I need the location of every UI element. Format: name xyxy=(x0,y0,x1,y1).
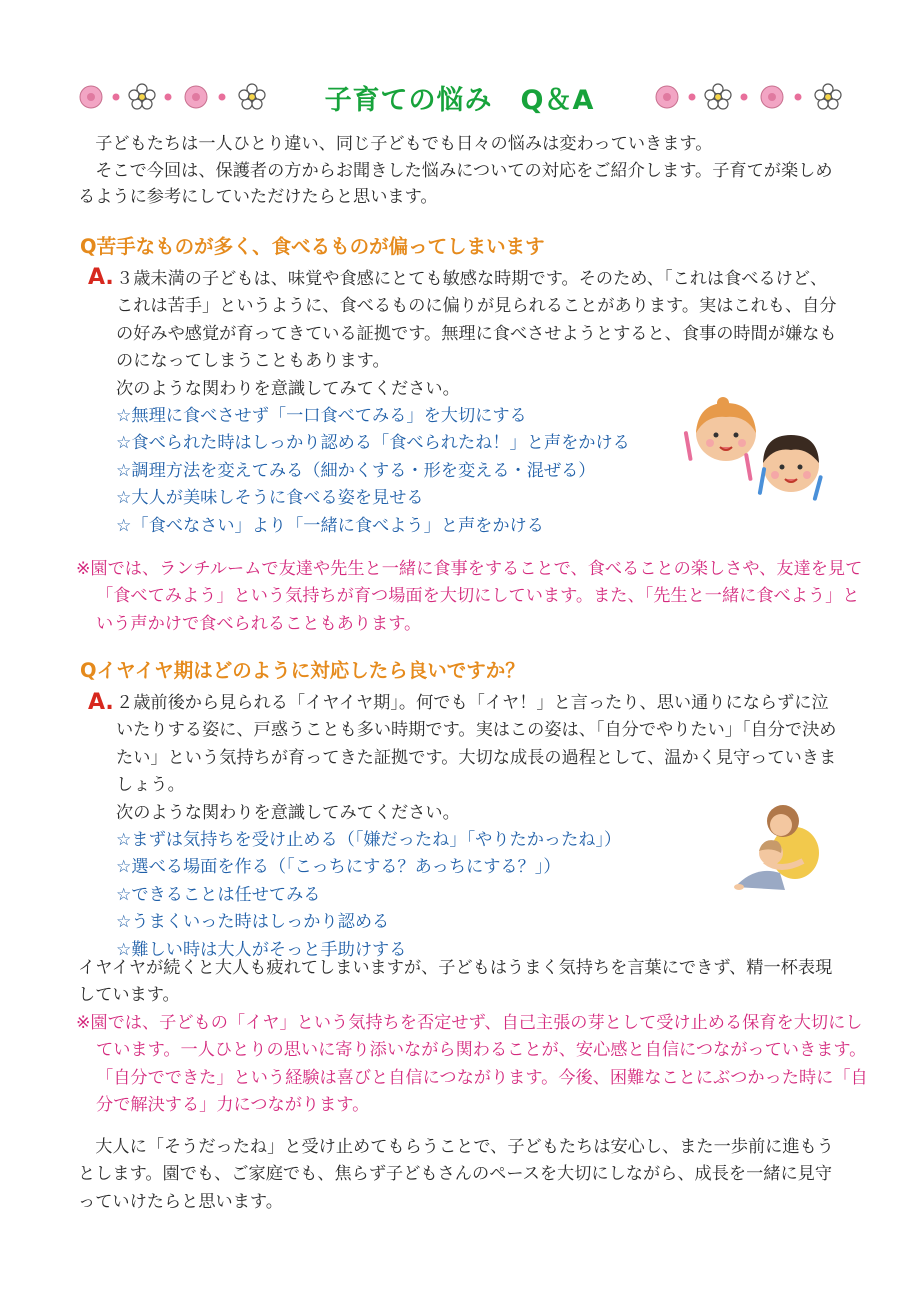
answer-1-mark: A. xyxy=(88,265,114,290)
page-title: 子育ての悩み Q＆A xyxy=(324,85,595,116)
question-1: Q苦手なものが多く、食べるものが偏ってしまいます xyxy=(80,235,545,258)
mother-hugging-child-illustration-icon xyxy=(725,795,825,895)
answer-2-lead: 次のような関わりを意識してみてください。 xyxy=(116,802,460,823)
answer-2-mark: A. xyxy=(88,690,114,715)
answer-1-text: ３歳未満の子どもは、味覚や食感にとても敏感な時期です。そのため、「これは食べるけど、これは苦手」というように、食べるものに偏りが見られることがあります。実はこれも、自分の好みや感覚が育ってきている証拠です。無理に食べさせようとすると、食事の時間が嫌なものになってしまうこともあります。 xyxy=(116,269,837,372)
note-2: ※園では、子どもの「イヤ」という気持ちを否定せず、自己主張の芽として受け止める保育を大切にしています。一人ひとりの思いに寄り添いながら関わることが、安心感と自信につながっていきます。「自分でできた」という経験は喜びと自信につながります。今後、困難なことにぶつかった時に「自分で解決する」力につながります。 xyxy=(76,1013,868,1116)
tip-item: ☆無理に食べさせず「一口食べてみる」を大切にする xyxy=(116,406,527,427)
tip-item: ☆難しい時は大人がそっと手助けする xyxy=(116,939,407,960)
flower-border-right-icon xyxy=(652,80,852,114)
closing-text: 大人に「そうだったね」と受け止めてもらうことで、子どもたちは安心し、また一歩前に進もうとします。園でも、ご家庭でも、焦らず子どもさんのペースを大切にしながら、成長を一緒に見守っていけたらと思います。 xyxy=(78,1137,834,1212)
tip-item: ☆できることは任せてみる xyxy=(116,884,321,905)
tip-item: ☆食べられた時はしっかり認める「食べられたね！」と声をかける xyxy=(116,433,630,454)
note-1: ※園では、ランチルームで友達や先生と一緒に食事をすることで、食べることの楽しさや、友達を見て「食べてみよう」という気持ちが育つ場面を大切にしています。また、「先生と一緒に食べよう」という声かけで食べられることもあります。 xyxy=(76,559,863,634)
intro-line-1: 子どもたちは一人ひとり違い、同じ子どもでも日々の悩みは変わっていきます。 xyxy=(95,134,713,154)
tip-item: ☆選べる場面を作る（「こっちにする？あっちにする？」） xyxy=(116,857,561,878)
kids-eating-illustration-icon xyxy=(676,395,836,505)
answer-1-lead: 次のような関わりを意識してみてください。 xyxy=(116,378,460,399)
tip-item: ☆「食べなさい」より「一緒に食べよう」と声をかける xyxy=(116,515,544,536)
tip-item: ☆調理方法を変えてみる（細かくする・形を変える・混ぜる） xyxy=(116,460,596,481)
tip-item: ☆大人が美味しそうに食べる姿を見せる xyxy=(116,488,424,509)
intro-line-2: そこで今回は、保護者の方からお聞きした悩みについての対応をご紹介します。子育てが楽しめるように参考にしていただけたらと思います。 xyxy=(78,160,833,207)
intro xyxy=(78,131,848,211)
body-text-2: イヤイヤが続くと大人も疲れてしまいますが、子どもはうまく気持ちを言葉にできず、精一杯表現しています。 xyxy=(78,958,833,1006)
question-2: Qイヤイヤ期はどのように対応したら良いですか？ xyxy=(80,659,525,682)
tip-item: ☆うまくいった時はしっかり認める xyxy=(116,912,390,933)
tip-item: ☆まずは気持ちを受け止める（「嫌だったね」「やりたかったね」） xyxy=(116,830,622,851)
answer-2-text: ２歳前後から見られる「イヤイヤ期」。何でも「イヤ！」と言ったり、思い通りにならずに泣いたりする姿に、戸惑うことも多い時期です。実はこの姿は、「自分でやりたい」「自分で決めたい」という気持ちが育ってきた証拠です。大切な成長の過程として、温かく見守っていきましょう。 xyxy=(116,693,837,796)
